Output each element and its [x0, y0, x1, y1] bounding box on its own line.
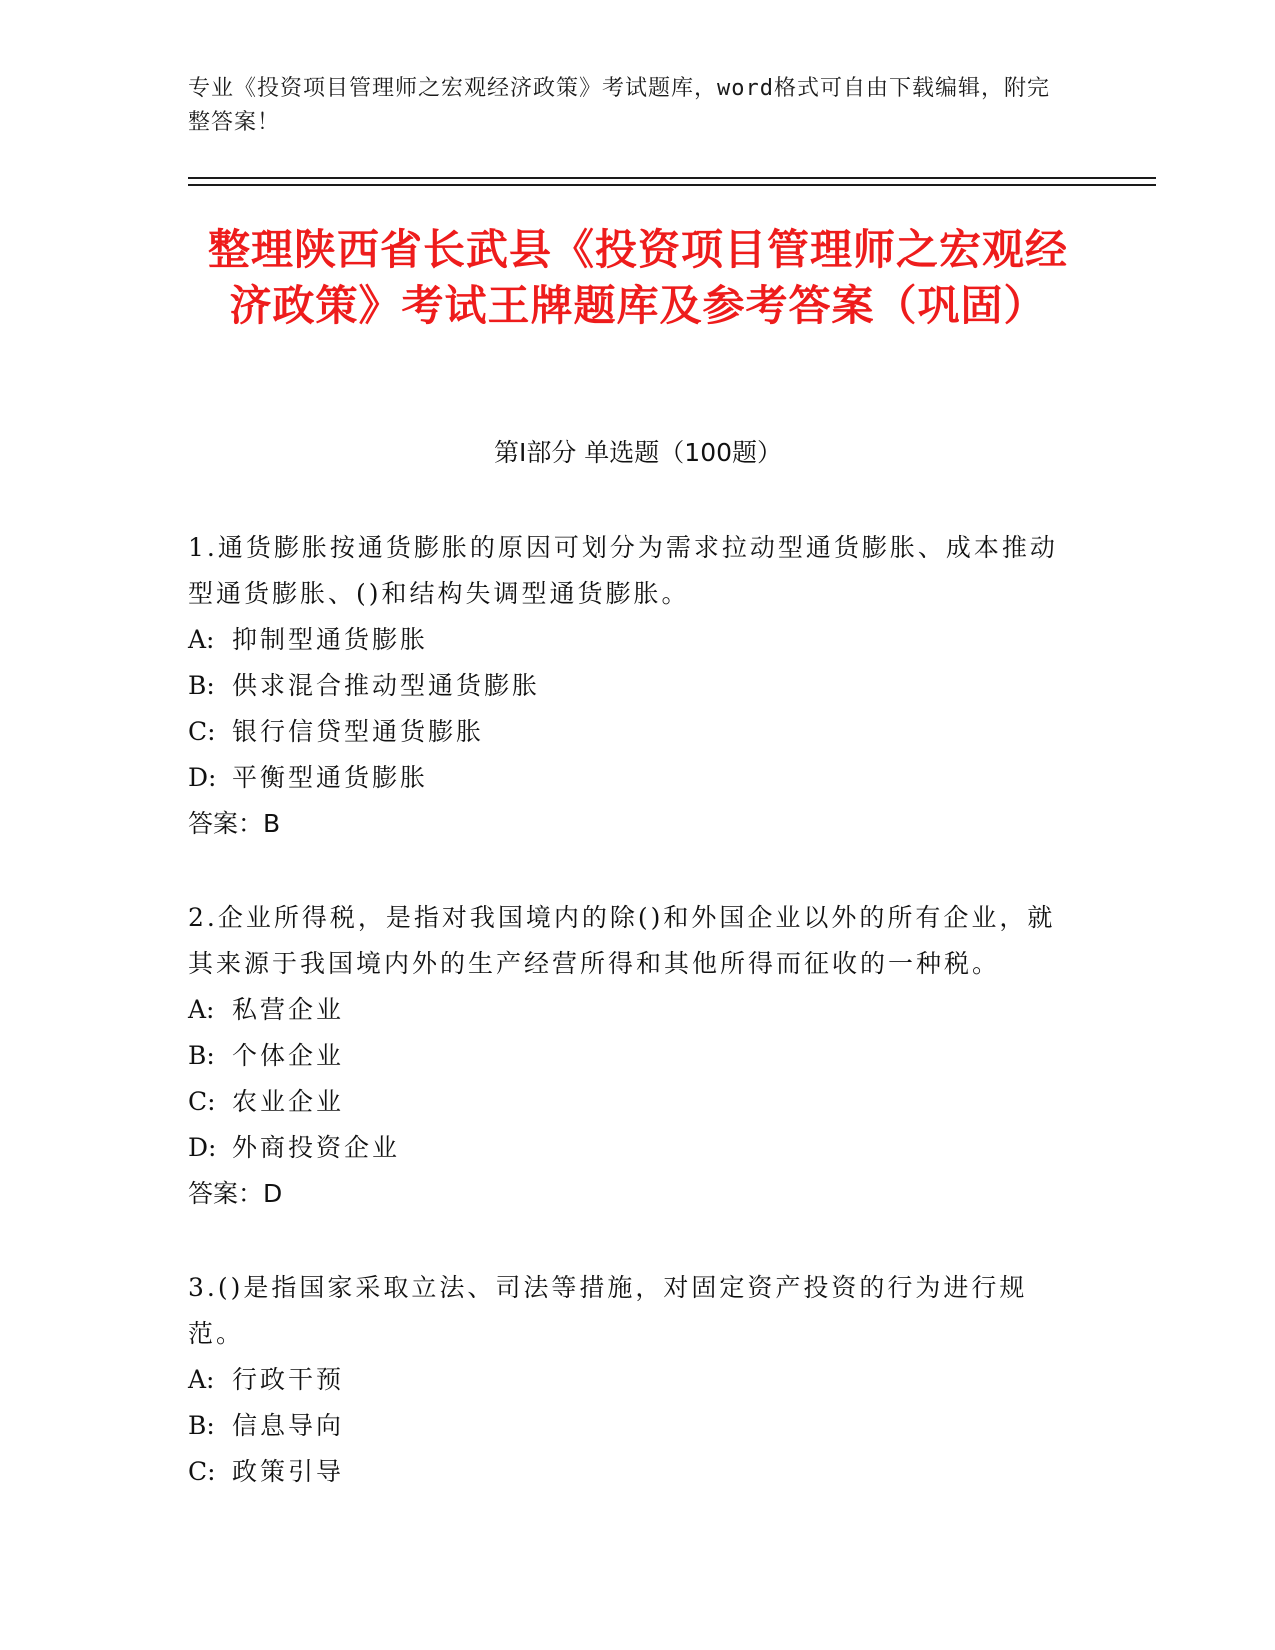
option-d — [188, 1125, 1068, 1171]
option-text: 农业企业 — [232, 1087, 345, 1116]
option-b — [188, 663, 1068, 709]
header-note: 专业《投资项目管理师之宏观经济政策》考试题库，word格式可自由下载编辑，附完整答案！ — [188, 76, 1050, 135]
option-text: 信息导向 — [232, 1411, 345, 1440]
option-text: 银行信贷型通货膨胀 — [232, 717, 485, 746]
option-letter: D: — [188, 763, 217, 792]
option-text: 供求混合推动型通货膨胀 — [232, 671, 541, 700]
option-letter: A: — [188, 995, 215, 1024]
option-letter: D: — [188, 1133, 217, 1162]
question-list — [188, 525, 1068, 1543]
option-letter: C: — [188, 717, 216, 746]
option-text: 平衡型通货膨胀 — [232, 763, 429, 792]
question-text: 3.()是指国家采取立法、司法等措施，对固定资产投资的行为进行规范。 — [188, 1273, 1028, 1348]
question-1 — [188, 525, 1068, 847]
question-text: 2.企业所得税，是指对我国境内的除()和外国企业以外的所有企业，就其来源于我国境内外的生产经营所得和其他所得而征收的一种税。 — [188, 903, 1056, 978]
option-text: 政策引导 — [232, 1457, 345, 1486]
option-letter: B: — [188, 671, 215, 700]
section-title: 第I部分 单选题（100题） — [493, 438, 783, 467]
option-letter: C: — [188, 1087, 216, 1116]
option-d — [188, 755, 1068, 801]
document-title: 整理陕西省长武县《投资项目管理师之宏观经济政策》考试王牌题库及参考答案（巩固） — [207, 225, 1068, 330]
option-a — [188, 617, 1068, 663]
option-c — [188, 709, 1068, 755]
option-b — [188, 1033, 1068, 1079]
option-a — [188, 1357, 1068, 1403]
option-b — [188, 1403, 1068, 1449]
option-text: 行政干预 — [232, 1365, 345, 1394]
answer-line: 答案：B — [188, 809, 281, 838]
header-divider-bottom — [188, 184, 1156, 186]
option-a — [188, 987, 1068, 1033]
option-letter: A: — [188, 625, 215, 654]
question-3 — [188, 1265, 1068, 1495]
option-text: 外商投资企业 — [232, 1133, 401, 1162]
option-letter: B: — [188, 1041, 215, 1070]
option-text: 私营企业 — [232, 995, 345, 1024]
option-letter: B: — [188, 1411, 215, 1440]
header-divider-top — [188, 177, 1156, 179]
option-letter: C: — [188, 1457, 216, 1486]
option-letter: A: — [188, 1365, 215, 1394]
option-text: 抑制型通货膨胀 — [232, 625, 429, 654]
option-c — [188, 1079, 1068, 1125]
option-c — [188, 1449, 1068, 1495]
option-text: 个体企业 — [232, 1041, 345, 1070]
answer-line: 答案：D — [188, 1179, 283, 1208]
question-text: 1.通货膨胀按通货膨胀的原因可划分为需求拉动型通货膨胀、成本推动型通货膨胀、()和结构失调型通货膨胀。 — [188, 533, 1058, 608]
question-2 — [188, 895, 1068, 1217]
